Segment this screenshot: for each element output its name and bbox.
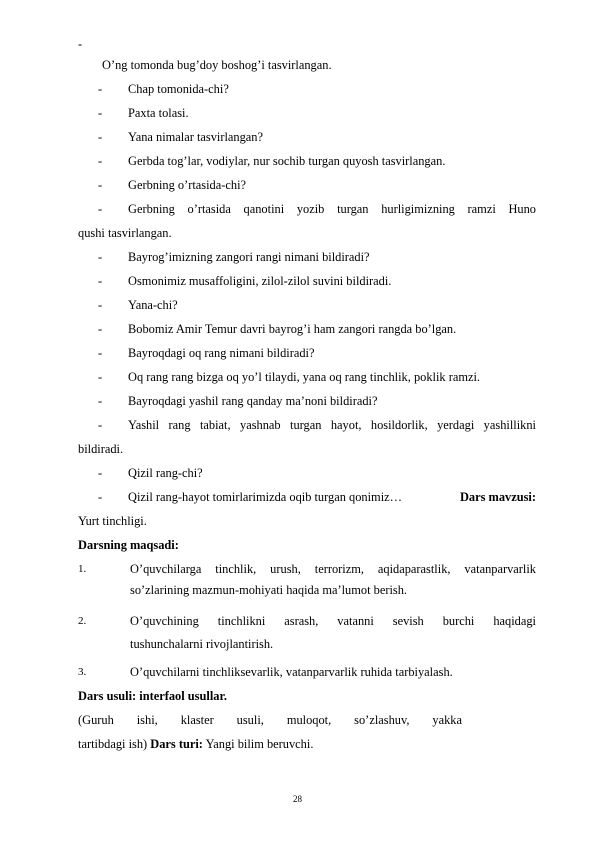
- list-item: Yashil rang tabiat, yashnab turgan hayot, hosildorlik, yerdagi yashillikni: [128, 418, 536, 432]
- top-dash: -: [78, 37, 83, 51]
- bullet-dash: -: [98, 130, 103, 144]
- list-item-continuation: bildiradi.: [78, 442, 124, 456]
- bullet-dash: -: [98, 346, 103, 360]
- list-item: Gerbda tog’lar, vodiylar, nur sochib turgan quyosh tasvirlangan.: [128, 154, 446, 168]
- goal-line: tushunchalarni rivojlantirish.: [130, 637, 274, 651]
- list-item: Qizil rang-hayot tomirlarimizda oqib turgan qonimiz…: [128, 490, 403, 504]
- bullet-dash: -: [98, 370, 103, 384]
- bullet-dash: -: [98, 154, 103, 168]
- list-item: Yana-chi?: [128, 298, 178, 312]
- usul-line: (Guruh ishi, klaster usuli, muloqot, so’zlashuv, yakka: [78, 713, 462, 727]
- list-item-continuation: qushi tasvirlangan.: [78, 226, 172, 240]
- bullet-dash: -: [98, 322, 103, 336]
- maqsad-heading: Darsning maqsadi:: [78, 538, 179, 552]
- goal-number: 2.: [78, 615, 87, 627]
- list-item: Yana nimalar tasvirlangan?: [128, 130, 263, 144]
- bullet-dash: -: [98, 106, 103, 120]
- usul-heading: Dars usuli: interfaol usullar.: [78, 689, 227, 703]
- goal-number: 3.: [78, 666, 87, 678]
- bullet-dash: -: [98, 202, 103, 216]
- bullet-dash: -: [98, 82, 103, 96]
- bullet-dash: -: [98, 418, 103, 432]
- bullet-dash: -: [98, 250, 103, 264]
- list-item: Bayroqdagi oq rang nimani bildiradi?: [128, 346, 315, 360]
- goal-number: 1.: [78, 563, 87, 575]
- list-item: Bayroqdagi yashil rang qanday ma’noni bildiradi?: [128, 394, 378, 408]
- goal-line: O’quvchilarga tinchlik, urush, terrorizm, aqidaparastlik, vatanparvarlik: [130, 562, 536, 576]
- list-item: Qizil rang-chi?: [128, 466, 203, 480]
- list-item: Paxta tolasi.: [128, 106, 189, 120]
- goal-line: O’quvchining tinchlikni asrash, vatanni sevish burchi haqidagi: [130, 614, 536, 628]
- dars-mavzusi-label: Dars mavzusi:: [459, 490, 536, 504]
- list-item: Bobomiz Amir Temur davri bayrog’i ham zangori rangda bo’lgan.: [128, 322, 457, 336]
- bullet-dash: -: [98, 274, 103, 288]
- bullet-dash: -: [98, 466, 103, 480]
- bullet-dash: -: [98, 298, 103, 312]
- dars-turi-value: Yangi bilim beruvchi.: [205, 737, 314, 751]
- list-item: Gerbning o’rtasida-chi?: [128, 178, 247, 192]
- goal-line: so’zlarining mazmun-mohiyati haqida ma’lumot berish.: [130, 583, 407, 597]
- dars-turi-label: Dars turi:: [150, 737, 203, 751]
- intro-line: O’ng tomonda bug’doy boshog’i tasvirlangan.: [102, 58, 332, 72]
- bullet-dash: -: [98, 490, 103, 504]
- usul-line-end: tartibdagi ish): [78, 737, 148, 751]
- dars-mavzusi-value: Yurt tinchligi.: [78, 514, 147, 528]
- list-item: Oq rang rang bizga oq yo’l tilaydi, yana oq rang tinchlik, poklik ramzi.: [128, 370, 481, 384]
- usul-line: [78, 737, 313, 752]
- list-item: Osmonimiz musaffoligini, zilol-zilol suvini bildiradi.: [128, 274, 392, 288]
- goal-line: O’quvchilarni tinchliksevarlik, vatanparvarlik ruhida tarbiyalash.: [130, 665, 453, 679]
- bullet-dash: -: [98, 394, 103, 408]
- list-item: Gerbning o’rtasida qanotini yozib turgan hurligimizning ramzi Huno: [128, 202, 536, 216]
- bullet-dash: -: [98, 178, 103, 192]
- list-item: Chap tomonida-chi?: [128, 82, 229, 96]
- list-item: Bayrog’imizning zangori rangi nimani bildiradi?: [128, 250, 370, 264]
- page-number: 28: [293, 794, 302, 804]
